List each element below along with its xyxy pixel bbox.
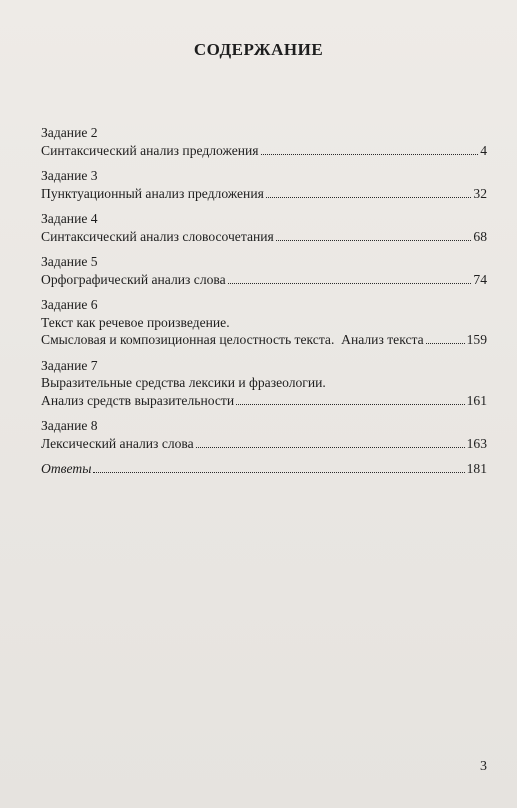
toc-entry-label: Задание 3 xyxy=(41,168,98,183)
dot-leader xyxy=(236,404,465,405)
toc-entry-task-6 xyxy=(41,296,487,349)
toc-entry-page: 163 xyxy=(466,435,487,451)
page-number: 3 xyxy=(480,759,487,774)
toc-entry-title: Ответы xyxy=(41,461,92,476)
dot-leader xyxy=(228,283,472,284)
toc-entry-label: Задание 4 xyxy=(41,211,98,226)
dot-leader xyxy=(276,240,472,241)
toc-entry-title: Анализ средств выразительности xyxy=(41,392,235,408)
dot-leader xyxy=(196,447,465,448)
toc-entry-page: 74 xyxy=(473,271,487,287)
table-of-contents xyxy=(41,124,487,486)
page-title: СОДЕРЖАНИЕ xyxy=(193,40,324,59)
toc-entry-task-7 xyxy=(41,357,487,410)
toc-entry-page: 4 xyxy=(480,142,487,158)
toc-entry-leader xyxy=(41,271,487,289)
toc-entry-title: Смысловая и композиционная целостность текста. Анализ текста xyxy=(41,332,424,347)
toc-entry-task-3 xyxy=(41,167,487,202)
toc-entry-label: Задание 7 xyxy=(41,357,98,373)
toc-entry-title: Синтаксический анализ предложения xyxy=(41,142,259,158)
toc-entry-title: Пунктуационный анализ предложения xyxy=(41,185,264,201)
toc-entry-task-2 xyxy=(41,124,487,159)
dot-leader xyxy=(266,197,472,198)
toc-entry-label: Задание 2 xyxy=(41,125,98,140)
toc-entry-leader xyxy=(41,460,487,478)
toc-entry-page: 32 xyxy=(473,185,487,201)
toc-entry-label: Задание 6 xyxy=(41,297,98,312)
toc-entry-page: 181 xyxy=(466,461,487,476)
toc-entry-leader xyxy=(41,435,487,453)
toc-entry-title-line: Выразительные средства лексики и фразеологии. xyxy=(41,375,326,390)
toc-entry-label: Задание 5 xyxy=(41,254,98,269)
toc-entry-page: 159 xyxy=(466,332,487,347)
dot-leader xyxy=(426,343,465,344)
dot-leader xyxy=(261,154,479,155)
toc-entry-title-line: Текст как речевое произведение. xyxy=(41,314,230,330)
toc-entry-page: 161 xyxy=(466,392,487,408)
toc-entry-leader xyxy=(41,331,487,349)
toc-entry-task-8 xyxy=(41,417,487,452)
toc-entry-leader xyxy=(41,392,487,410)
toc-entry-leader xyxy=(41,185,487,203)
toc-entry-title: Орфографический анализ слова xyxy=(41,271,226,287)
toc-entry-answers xyxy=(41,460,487,478)
toc-entry-leader xyxy=(41,228,487,246)
toc-entry-title: Лексический анализ слова xyxy=(41,435,194,451)
toc-entry-label: Задание 8 xyxy=(41,418,98,433)
dot-leader xyxy=(93,472,464,473)
toc-entry-task-5 xyxy=(41,253,487,288)
toc-entry-page: 68 xyxy=(473,228,487,244)
toc-entry-title: Синтаксический анализ словосочетания xyxy=(41,228,274,244)
toc-entry-task-4 xyxy=(41,210,487,245)
toc-entry-leader xyxy=(41,142,487,160)
